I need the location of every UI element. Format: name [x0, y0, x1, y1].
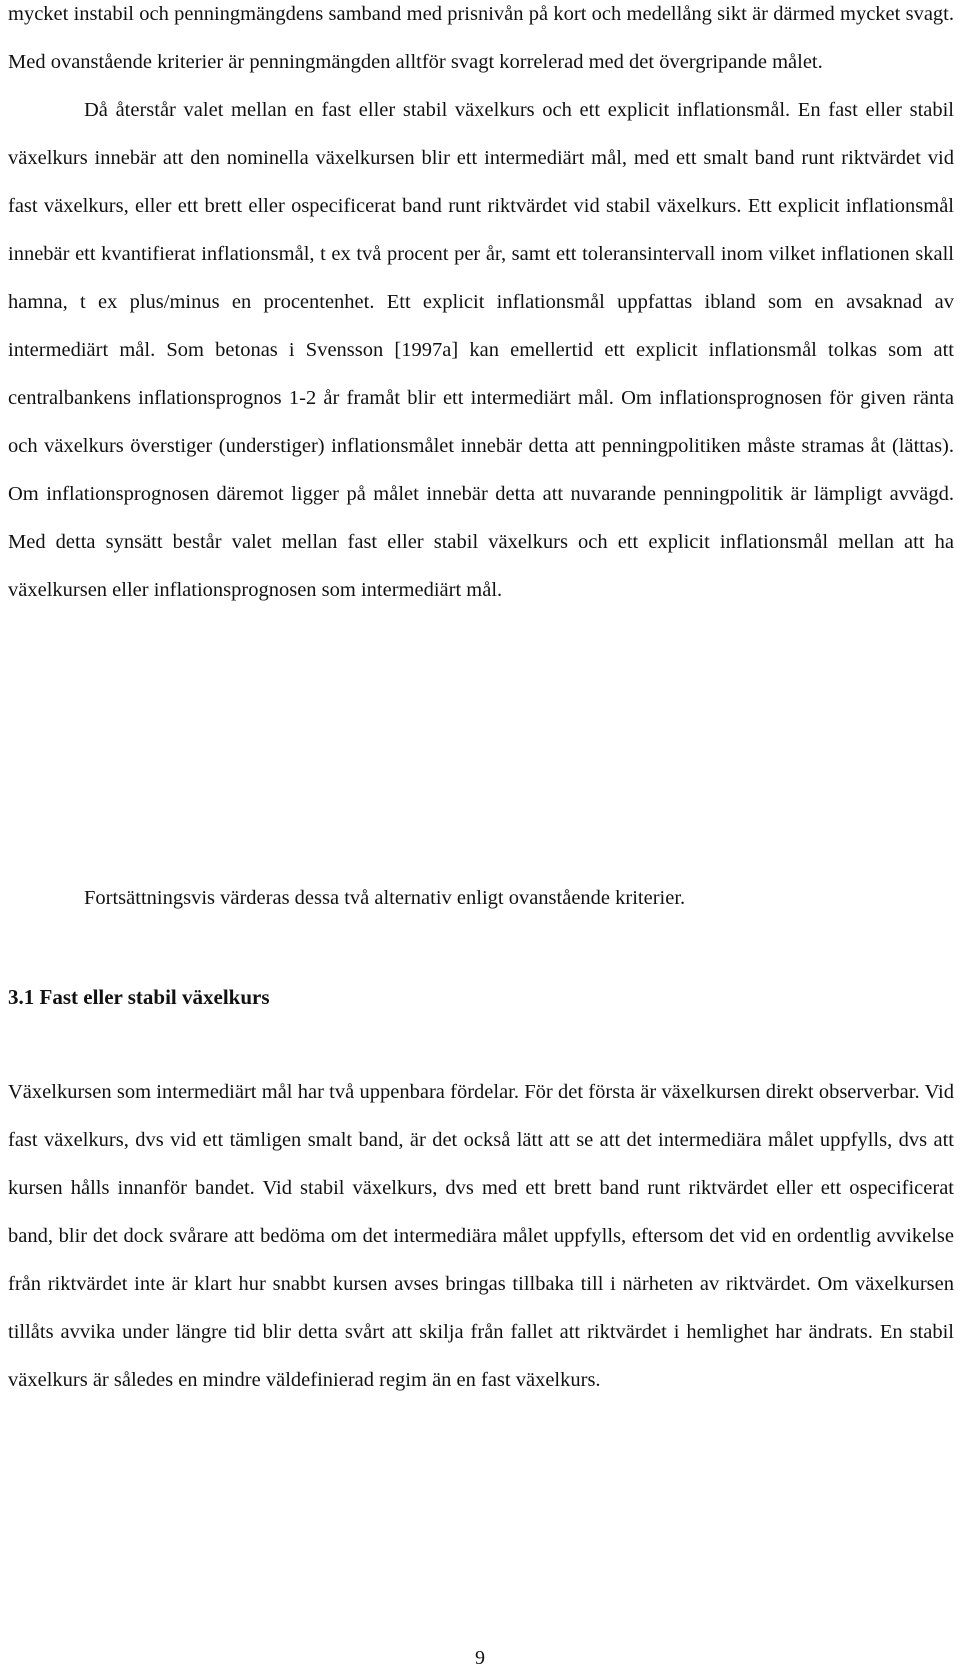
paragraph-continuation: mycket instabil och penningmängdens samband med prisnivån på kort och medellång sikt är därmed mycket svagt. Med ovanstående kriterier är penningmängden alltför svagt korrelerad med det övergripande målet. — [8, 3, 954, 73]
body-text-transition — [8, 874, 954, 922]
section-body — [8, 1068, 954, 1404]
body-text-top — [8, 0, 954, 614]
section-heading: 3.1 Fast eller stabil växelkurs — [8, 985, 270, 1009]
paragraph-transition: Fortsättningsvis värderas dessa två alternativ enligt ovanstående kriterier. — [84, 887, 686, 909]
page-number: 9 — [475, 1647, 485, 1669]
paragraph-section: Växelkursen som intermediärt mål har två uppenbara fördelar. För det första är växelkursen direkt observerbar. Vid fast växelkurs, dvs vid ett tämligen smalt band, är det också lätt att se att det intermediära målet uppfylls, dvs att kursen hålls innanför bandet. Vid stabil växelkurs, dvs med ett brett band runt riktvärdet eller ett ospecificerat band, blir det dock svårare att bedöma om det intermediära målet uppfylls, eftersom det vid en ordentlig avvikelse från riktvärdet inte är klart hur snabbt kursen avses bringas tillbaka till i närheten av riktvärdet. Om växelkursen tillåts avvika under längre tid blir detta svårt att skilja från fallet att riktvärdet i hemlighet har ändrats. En stabil växelkurs är således en mindre väldefinierad regim än en fast växelkurs. — [8, 1081, 954, 1391]
paragraph-choice-of-target: Då återstår valet mellan en fast eller stabil växelkurs och ett explicit inflationsmål. En fast eller stabil växelkurs innebär att den nominella växelkursen blir ett intermediärt mål, med ett smalt band runt riktvärdet vid fast växelkurs, eller ett brett eller ospecificerat band runt riktvärdet vid stabil växelkurs. Ett explicit inflationsmål innebär ett kvantifierat inflationsmål, t ex två procent per år, samt ett toleransintervall inom vilket inflationen skall hamna, t ex plus/minus en procentenhet. Ett explicit inflationsmål uppfattas ibland som en avsaknad av intermediärt mål. Som betonas i Svensson [1997a] kan emellertid ett explicit inflationsmål tolkas som att centralbankens inflationsprognos 1-2 år framåt blir ett intermediärt mål. Om inflationsprognosen för given ränta och växelkurs överstiger (understiger) inflationsmålet innebär detta att penningpolitiken måste stramas åt (lättas). Om inflationsprognosen däremot ligger på målet innebär detta att nuvarande penningpolitik är lämpligt avvägd. Med detta synsätt består valet mellan fast eller stabil växelkurs och ett explicit inflationsmål mellan att ha växelkursen eller inflationsprognosen som intermediärt mål. — [8, 99, 954, 601]
